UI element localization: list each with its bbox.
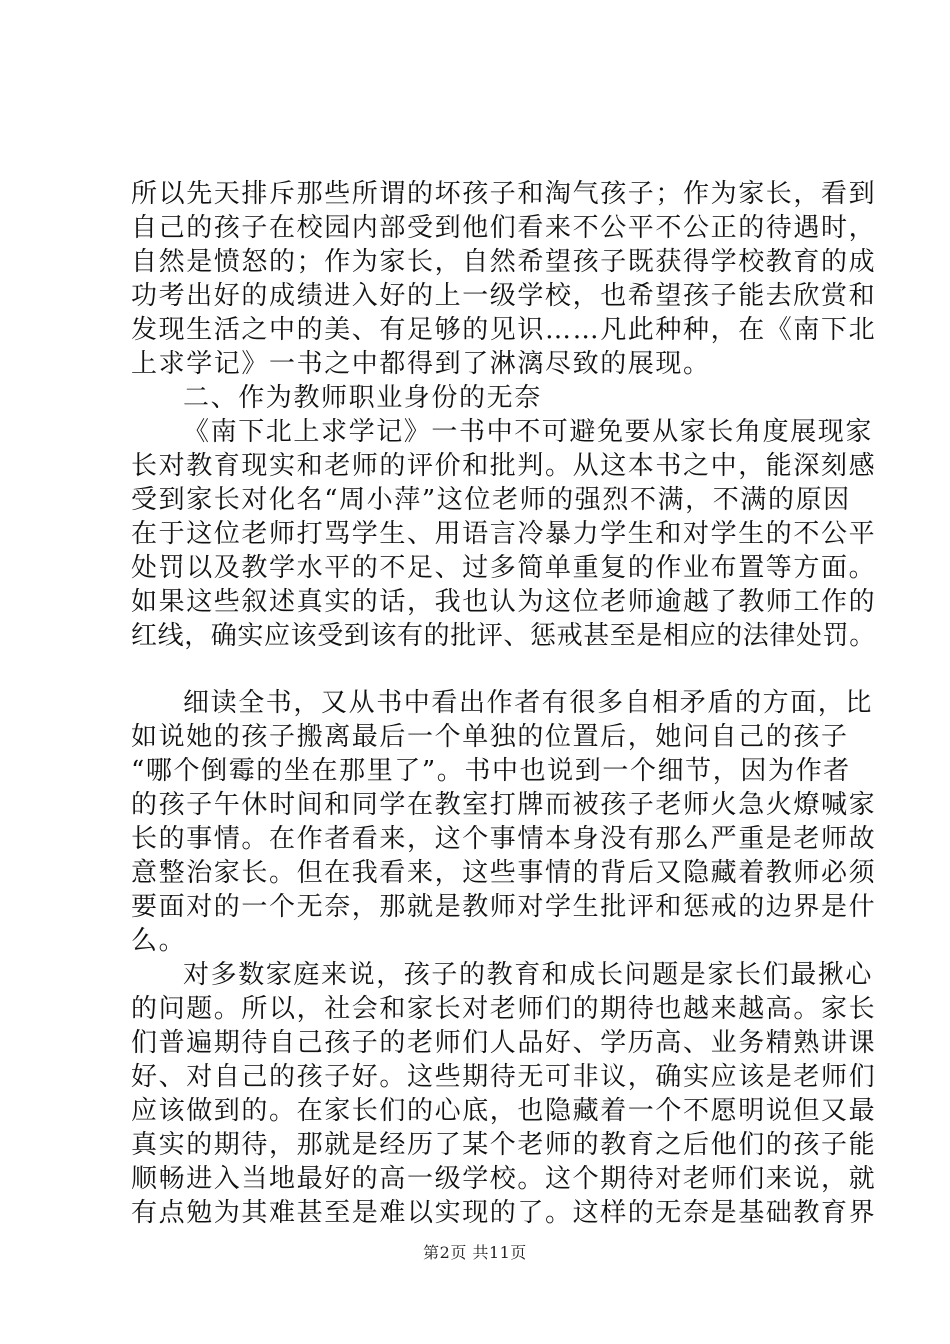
text-line: 长的事情。在作者看来，这个事情本身没有那么严重是老师故 [131, 824, 877, 854]
text-line: “哪个倒霉的坐在那里了”。书中也说到一个细节，因为作者 [131, 756, 851, 786]
page-number-footer: 第2页 共11页 [423, 1243, 527, 1262]
text-line: 细读全书，又从书中看出作者有很多自相矛盾的方面，比 [183, 688, 874, 718]
text-line: 所以先天排斥那些所谓的坏孩子和淘气孩子；作为家长，看到 [131, 179, 877, 209]
text-line: 受到家长对化名“周小萍”这位老师的强烈不满，不满的原因 [131, 485, 851, 515]
text-line: 上求学记》一书之中都得到了淋漓尽致的展现。 [131, 349, 711, 379]
text-line: 如果这些叙述真实的话，我也认为这位老师逾越了教师工作的 [131, 587, 877, 617]
text-line: 们普遍期待自己孩子的老师们人品好、学历高、业务精熟讲课 [131, 1028, 877, 1058]
text-line: 对多数家庭来说，孩子的教育和成长问题是家长们最揪心 [183, 960, 874, 990]
text-line: 应该做到的。在家长们的心底，也隐藏着一个不愿明说但又最 [131, 1096, 877, 1126]
text-line: 顺畅进入当地最好的高一级学校。这个期待对老师们来说，就 [131, 1164, 877, 1194]
text-line: 处罚以及教学水平的不足、过多简单重复的作业布置等方面。 [131, 553, 877, 583]
text-line: 发现生活之中的美、有足够的见识……凡此种种，在《南下北 [131, 315, 877, 345]
text-line: 自己的孩子在校园内部受到他们看来不公平不公正的待遇时， [131, 213, 877, 243]
text-line: 《南下北上求学记》一书中不可避免要从家长角度展现家 [183, 417, 874, 447]
text-line: 自然是愤怒的；作为家长，自然希望孩子既获得学校教育的成 [131, 247, 877, 277]
text-line: 真实的期待，那就是经历了某个老师的教育之后他们的孩子能 [131, 1130, 877, 1160]
text-line: 红线，确实应该受到该有的批评、惩戒甚至是相应的法律处罚。 [131, 621, 876, 651]
text-line: 有点勉为其难甚至是难以实现的了。这样的无奈是基础教育界 [131, 1198, 877, 1228]
text-line: 么。 [131, 926, 187, 956]
text-line: 长对教育现实和老师的评价和批判。从这本书之中，能深刻感 [131, 451, 877, 481]
text-line: 的孩子午休时间和同学在教室打牌而被孩子老师火急火燎喊家 [131, 790, 877, 820]
text-line: 在于这位老师打骂学生、用语言冷暴力学生和对学生的不公平 [131, 519, 877, 549]
text-line: 如说她的孩子搬离最后一个单独的位置后，她问自己的孩子 [131, 722, 849, 752]
text-line: 好、对自己的孩子好。这些期待无可非议，确实应该是老师们 [131, 1062, 877, 1092]
text-line: 意整治家长。但在我看来，这些事情的背后又隐藏着教师必须 [131, 858, 877, 888]
text-line: 功考出好的成绩进入好的上一级学校，也希望孩子能去欣赏和 [131, 281, 877, 311]
text-line: 的问题。所以，社会和家长对老师们的期待也越来越高。家长 [131, 994, 877, 1024]
text-line: 要面对的一个无奈，那就是教师对学生批评和惩戒的边界是什 [131, 892, 877, 922]
section-heading: 二、作为教师职业身份的无奈 [183, 383, 542, 413]
